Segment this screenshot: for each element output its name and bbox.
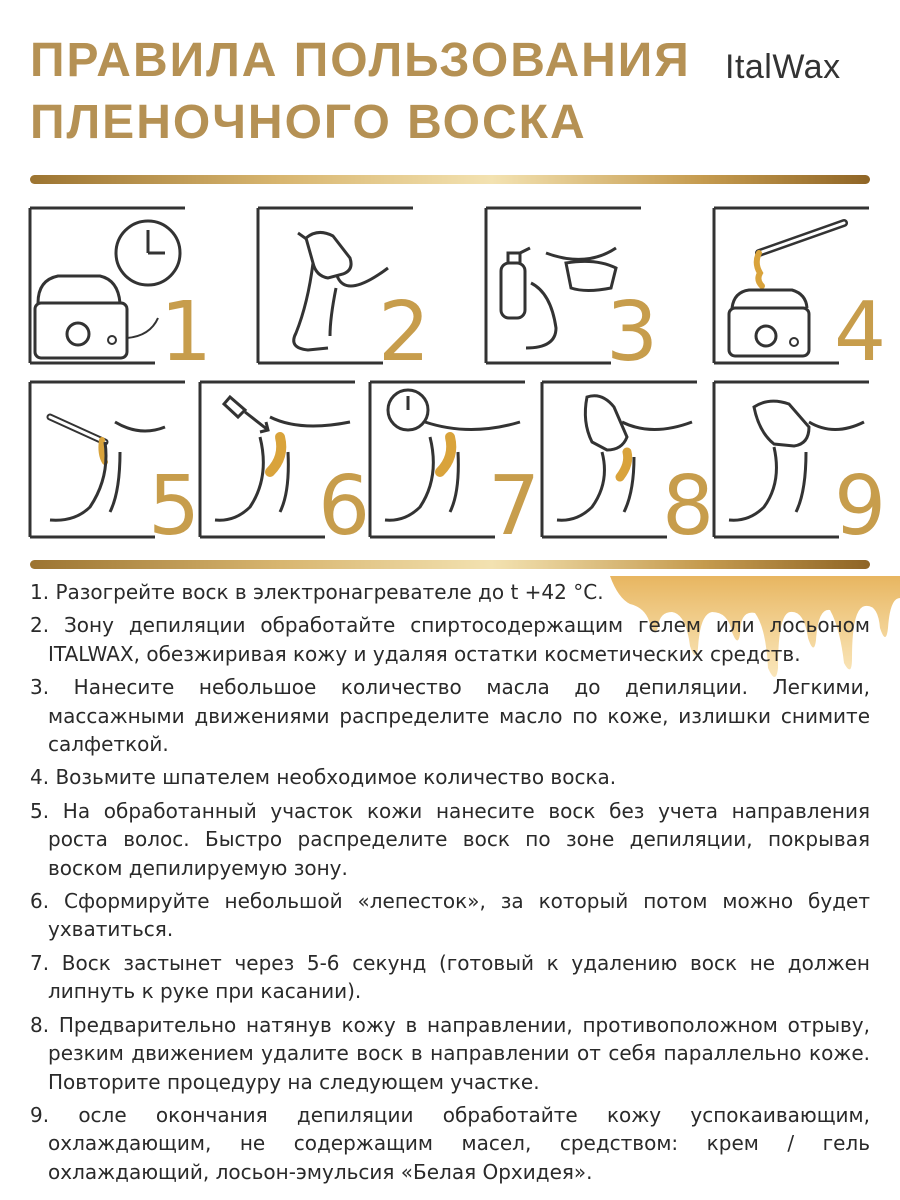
wax-heater-clock-icon (30, 208, 213, 380)
instruction-list (30, 578, 870, 1191)
step-panel-3 (486, 208, 659, 380)
title-line-2: ПЛЕНОЧНОГО ВОСКА (30, 96, 587, 149)
instruction-step-3: 3. Нанесите небольшое количество масла до депиляции. Легкими, массажными движениями распределите масло по коже, излишки снимите салфеткой. (30, 675, 870, 757)
spatula-dipping-wax-heater-icon (714, 208, 887, 380)
step-panel-2 (258, 208, 431, 380)
step-panel-8 (542, 382, 715, 554)
gloved-hand-cleansing-leg-icon (258, 208, 431, 380)
spatula-applying-wax-icon (30, 382, 201, 554)
instruction-step-2: 2. Зону депиляции обработайте спиртосодержащим гелем или лосьоном ITALWAX, обезжиривая кожу и удаляя остатки косметических средств. (30, 613, 870, 666)
step-panel-1 (30, 208, 213, 380)
instruction-step-8: 8. Предварительно натянув кожу в направлении, противоположном отрыву, резким движением удалите воск в направлении от себя параллельно коже. Повторите процедуру на следующем участке. (30, 1012, 870, 1094)
hand-soothing-leg-icon (714, 382, 887, 554)
spray-and-massage-leg-icon (486, 208, 659, 380)
step-panel-7 (370, 382, 541, 554)
step-number-3: 3 (606, 285, 659, 380)
wax-petal-arrow-icon (200, 382, 371, 554)
step-number-9: 9 (834, 459, 887, 554)
timer-waiting-icon (370, 382, 541, 554)
instruction-step-4: 4. Возьмите шпателем необходимое количество воска. (30, 765, 617, 790)
step-number-8: 8 (662, 459, 715, 554)
instruction-step-6: 6. Сформируйте небольшой «лепесток», за который потом можно будет ухватиться. (30, 889, 870, 942)
top-divider (30, 175, 870, 184)
step-number-7: 7 (488, 459, 541, 554)
step-panel-9 (714, 382, 887, 554)
step-number-1: 1 (160, 285, 213, 380)
step-number-5: 5 (148, 459, 201, 554)
instruction-step-5: 5. На обработанный участок кожи нанесите воск без учета направления роста волос. Быстро распределите воск по зоне депиляции, покрывая воском депилируемую зону. (30, 798, 870, 880)
step-number-4: 4 (834, 285, 887, 380)
title-line-1: ПРАВИЛА ПОЛЬЗОВАНИЯ (30, 34, 691, 87)
step-panel-4 (714, 208, 887, 380)
step-number-6: 6 (318, 459, 371, 554)
instruction-step-9: 9. осле окончания депиляции обработайте кожу успокаивающим, охлаждающим, не содержащим масел, средством: крем / гель охлаждающий, лосьон-эмульсия «Белая Орхидея». (30, 1102, 870, 1184)
instruction-step-1: 1. Разогрейте воск в электронагревателе до t +42 °С. (30, 580, 604, 604)
instruction-step-7: 7. Воск застынет через 5-6 секунд (готовый к удалению воск не должен липнуть к руке при касании). (30, 950, 870, 1004)
italwax-logo: ItalWax (725, 48, 841, 86)
step-panel-5 (30, 382, 201, 554)
step-number-2: 2 (378, 285, 431, 380)
step-panel-6 (200, 382, 371, 554)
page-title (30, 30, 720, 154)
hand-removing-wax-icon (542, 382, 715, 554)
